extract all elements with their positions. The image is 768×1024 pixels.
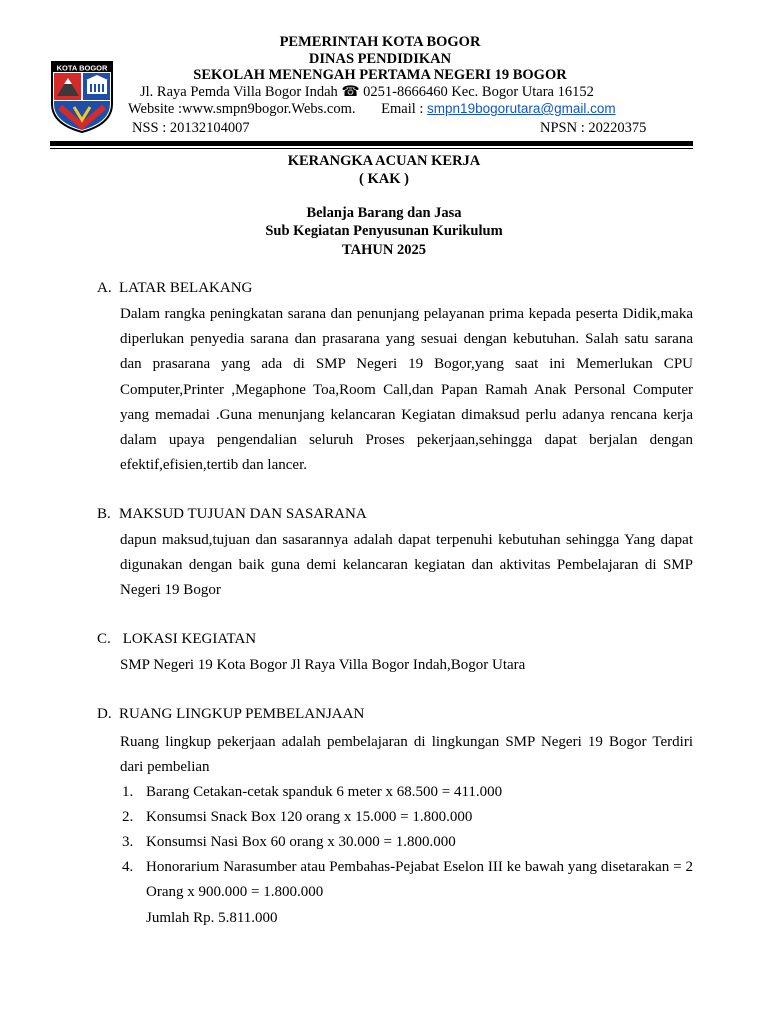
document-subtitle-1: Belanja Barang dan Jasa xyxy=(306,205,462,221)
section-title: LOKASI KEGIATAN xyxy=(119,631,257,647)
section-title: RUANG LINGKUP PEMBELANJAAN xyxy=(119,706,365,722)
email-link[interactable]: smpn19bogorutara@gmail.com xyxy=(427,101,616,116)
section-letter: A. xyxy=(97,280,112,296)
document-title-abbrev: ( KAK ) xyxy=(359,171,409,187)
letterhead-divider-thick xyxy=(50,141,693,146)
section-letter: D. xyxy=(97,706,112,722)
section-c-heading xyxy=(97,631,256,648)
section-c-text: SMP Negeri 19 Kota Bogor Jl Raya Villa Bogor Indah,Bogor Utara xyxy=(120,657,526,673)
email-label: Email : xyxy=(381,101,424,117)
list-item-number: 3. xyxy=(122,834,134,850)
letterhead-divider-thin xyxy=(50,148,693,149)
section-b-paragraph: dapun maksud,tujuan dan sasarannya adalah dapat terpenuhi kebutuhan sehingga Yang dapat digunakan dengan baik guna demi kelancaran kegiatan dan aktivitas Pembelajaran di SMP Negeri 19 Bogor xyxy=(120,532,693,599)
phone-text: 0251-8666460 Kec. Bogor Utara 16152 xyxy=(363,84,594,100)
list-item-text: Barang Cetakan-cetak spanduk 6 meter x 68.500 = 411.000 xyxy=(146,784,503,800)
section-a-paragraph: Dalam rangka peningkatan sarana dan penunjang pelayanan prima kepada peserta Didik,maka diperlukan penyedia sarana dan prasarana yang sesuai dengan kebutuhan. Salah satu sarana dan prasarana yang ada di SMP Negeri 19 Bogor,yang saat ini Memerlukan CPU Computer,Printer ,Megaphone Toa,Room Call,dan Papan Ramah Anak Personal Computer yang memadai .Guna menunjang kelancaran Kegiatan dimaksud perlu adanya rencana kerja dalam upaya pengendalian seluruh Proses pekerjaan,sehingga dapat berjalan dengan efektif,efisien,tertib dan lancer. xyxy=(120,306,693,474)
list-item-number: 1. xyxy=(122,784,134,800)
npsn-number: NPSN : 20220375 xyxy=(540,120,647,136)
address-text: Jl. Raya Pemda Villa Bogor Indah xyxy=(140,84,338,100)
list-item xyxy=(122,830,693,855)
list-item-text: Honorarium Narasumber atau Pembahas-Pejabat Eselon III ke bawah yang disetarakan = 2 Orang x 900.000 = 1.800.000 xyxy=(146,859,693,901)
list-item xyxy=(122,805,693,830)
document-subtitle-2: Sub Kegiatan Penyusunan Kurikulum xyxy=(265,223,503,239)
document-year: TAHUN 2025 xyxy=(342,242,426,258)
letterhead-school-name: SEKOLAH MENENGAH PERTAMA NEGERI 19 BOGOR xyxy=(193,67,567,83)
section-title: LATAR BELAKANG xyxy=(119,280,253,296)
document-title: KERANGKA ACUAN KERJA xyxy=(287,153,481,169)
letterhead-government: PEMERINTAH KOTA BOGOR xyxy=(279,34,481,50)
list-item-number: 2. xyxy=(122,809,134,825)
svg-text:KOTA BOGOR: KOTA BOGOR xyxy=(56,63,108,73)
list-item-number: 4. xyxy=(122,859,134,875)
phone-icon: ☎ xyxy=(341,84,360,100)
list-item-text: Konsumsi Nasi Box 60 orang x 30.000 = 1.800.000 xyxy=(146,834,456,850)
section-title: MAKSUD TUJUAN DAN SASARANA xyxy=(119,506,367,522)
letterhead-department: DINAS PENDIDIKAN xyxy=(308,51,452,67)
nss-number: NSS : 20132104007 xyxy=(132,120,250,136)
list-item xyxy=(122,780,693,805)
website-text: Website :www.smpn9bogor.Webs.com. xyxy=(128,101,356,117)
section-d-paragraph: Ruang lingkup pekerjaan adalah pembelajaran di lingkungan SMP Negeri 19 Bogor Terdiri dari pembelian xyxy=(120,734,693,776)
section-letter: C. xyxy=(97,631,111,647)
section-letter: B. xyxy=(97,506,111,522)
section-b-heading xyxy=(97,506,367,523)
total-text: Jumlah Rp. 5.811.000 xyxy=(146,910,278,926)
total-amount xyxy=(122,906,693,931)
section-d-heading xyxy=(97,706,364,723)
letterhead-contact-line xyxy=(128,101,616,118)
list-item-text: Konsumsi Snack Box 120 orang x 15.000 = 1.800.000 xyxy=(146,809,473,825)
list-item xyxy=(122,855,693,905)
section-a-heading xyxy=(97,280,252,297)
letterhead-address-line xyxy=(140,84,594,101)
kota-bogor-logo xyxy=(50,60,114,134)
